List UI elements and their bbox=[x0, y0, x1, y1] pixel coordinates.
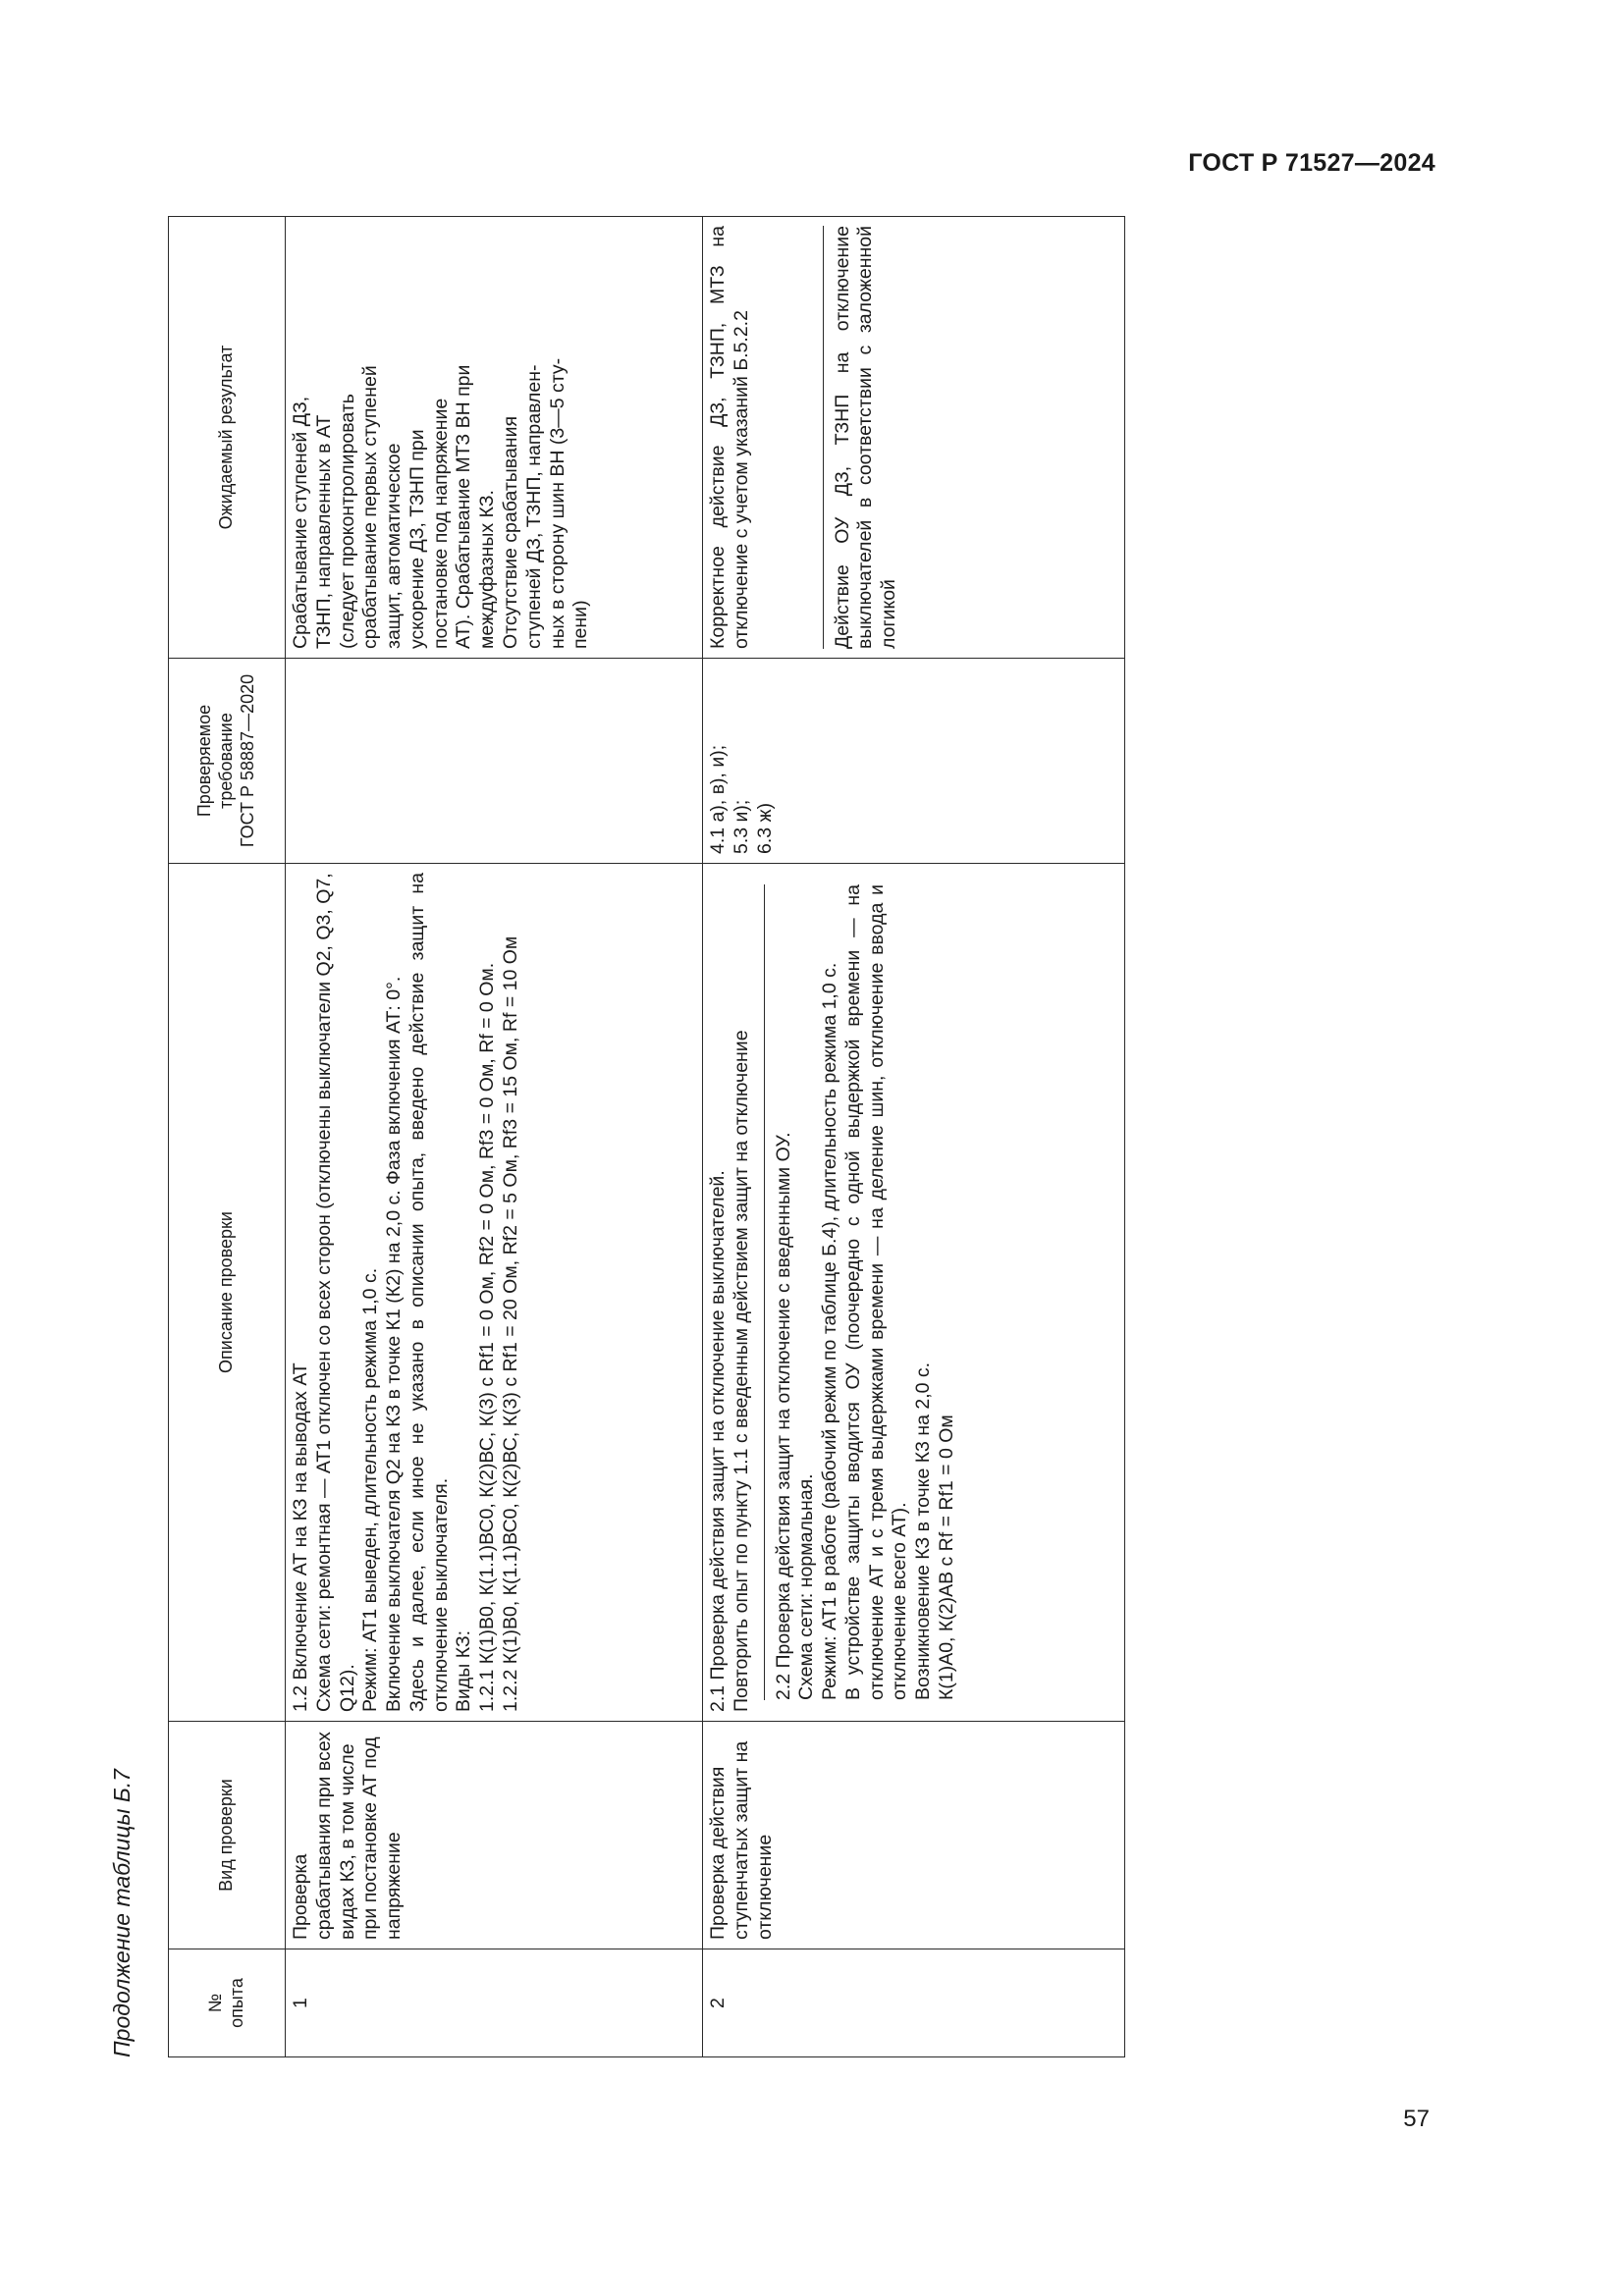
row-2-desc-b-line: В устройстве защиты вводится ОУ (поочередно с одной выдержкой времени — на отключение АТ и с тремя выдержками времени — на деление шин, отключение ввода и отключение всего АТ). bbox=[841, 884, 911, 1700]
row-2-desc-b-line: Возникновение КЗ в точке К3 на 2,0 с. bbox=[912, 1362, 935, 1700]
table-row bbox=[286, 217, 703, 2057]
row-1-expected: Срабатывание ступеней ДЗ, ТЗНП, направленных в АТ (следует проконтролировать срабатывание первых ступеней защит, автоматическое ускорение ДЗ, ТЗНП при постановке под напряжение АТ). Срабатывание МТЗ ВН при междуфазных КЗ. Отсутствие срабатывания ступеней ДЗ, ТЗНП, направлен- ных в сторону шин ВН (3—5 сту- пени) bbox=[286, 217, 703, 659]
row-2-expected-b: Действие ОУ ДЗ, ТЗНП на отключение выключателей в соответствии с заложенной логикой bbox=[823, 226, 905, 649]
row-1-desc-line: Режим: АТ1 выведен, длительность режима 1,0 с. bbox=[359, 1267, 382, 1712]
table-caption: Продолжение таблицы Б.7 bbox=[109, 1769, 135, 2057]
page-number: 57 bbox=[1403, 2106, 1430, 2132]
row-2-desc-a-line: Повторить опыт по пункту 1.1 с введенным действием защит на отключение bbox=[730, 1030, 752, 1712]
row-2-desc-b-line: 2.2 Проверка действия защит на отключение с введенными ОУ. bbox=[772, 1132, 794, 1700]
row-2-desc-b-line: Режим: АТ1 в работе (рабочий режим по таблице Б.4), длительность режима 1,0 с. bbox=[819, 962, 841, 1700]
row-1-req bbox=[286, 659, 703, 864]
col-header-req: Проверяемое требование ГОСТ Р 58887—2020 bbox=[169, 659, 286, 864]
row-2-desc-b-line: К(1)А0, К(2)АВ с Rf = Rf1 = 0 Ом bbox=[936, 1415, 958, 1700]
row-2-desc-a-line: 2.1 Проверка действия защит на отключение выключателей. bbox=[707, 1170, 729, 1712]
row-2-num: 2 bbox=[703, 1949, 1125, 2057]
col-header-desc: Описание проверки bbox=[169, 864, 286, 1722]
row-1-desc-line: 1.2.1 К(1)В0, К(1.1)ВС0, К(2)ВС, К(3) с Rf1 = 0 Ом, Rf2 = 0 Ом, Rf3 = 0 Ом, Rf = 0 Ом. bbox=[476, 962, 499, 1712]
row-1-desc-line: Схема сети: ремонтная — АТ1 отключен со всех сторон (отключены выключатели Q2, Q3, Q7, Q12). bbox=[312, 873, 358, 1712]
row-2-sub-check bbox=[764, 884, 963, 1700]
test-table bbox=[168, 216, 1125, 2057]
rotated-table-region bbox=[111, 217, 1132, 2057]
row-2-req bbox=[703, 659, 1125, 864]
row-2-req-line: 5.3 и); bbox=[730, 799, 752, 854]
row-1-desc-line: Включение выключателя Q2 на КЗ в точке К1 (К2) на 2,0 с. Фаза включения АТ: 0°. bbox=[383, 976, 406, 1712]
table-row bbox=[703, 217, 1125, 2057]
row-2-req-line: 4.1 а), в), и); bbox=[707, 744, 729, 854]
row-2-expected-a: Корректное действие ДЗ, ТЗНП, МТЗ на отключение с учетом указаний Б.5.2.2 bbox=[707, 226, 752, 649]
col-header-expected: Ожидаемый результат bbox=[169, 217, 286, 659]
standard-header: ГОСТ Р 71527—2024 bbox=[1188, 149, 1435, 177]
row-2-kind: Проверка действия ступенчатых защит на отключение bbox=[703, 1722, 1125, 1949]
col-header-kind: Вид проверки bbox=[169, 1722, 286, 1949]
row-2-expected bbox=[703, 217, 1125, 659]
col-header-num: № опыта bbox=[169, 1949, 286, 2057]
row-1-desc-line: Виды КЗ: bbox=[453, 1629, 475, 1712]
row-1-kind: Проверка срабатывания при всех видах КЗ, в том числе при постановке АТ под напряжение bbox=[286, 1722, 703, 1949]
table-header-row bbox=[169, 217, 286, 2057]
row-1-desc-line: Здесь и далее, если иное не указано в описании опыта, введено действие защит на отключение выключателя. bbox=[406, 873, 452, 1712]
row-1-desc bbox=[286, 864, 703, 1722]
row-1-num: 1 bbox=[286, 1949, 703, 2057]
row-2-desc bbox=[703, 864, 1125, 1722]
row-1-desc-line: 1.2 Включение АТ на КЗ на выводах АТ bbox=[290, 1362, 311, 1712]
row-1-desc-line: 1.2.2 К(1)В0, К(1.1)ВС0, К(2)ВС, К(3) с Rf1 = 20 Ом, Rf2 = 5 Ом, Rf3 = 15 Ом, Rf = 10 Ом bbox=[500, 935, 522, 1712]
row-2-req-line: 6.3 ж) bbox=[753, 802, 776, 854]
row-2-desc-b-line: Схема сети: нормальная. bbox=[795, 1473, 818, 1700]
